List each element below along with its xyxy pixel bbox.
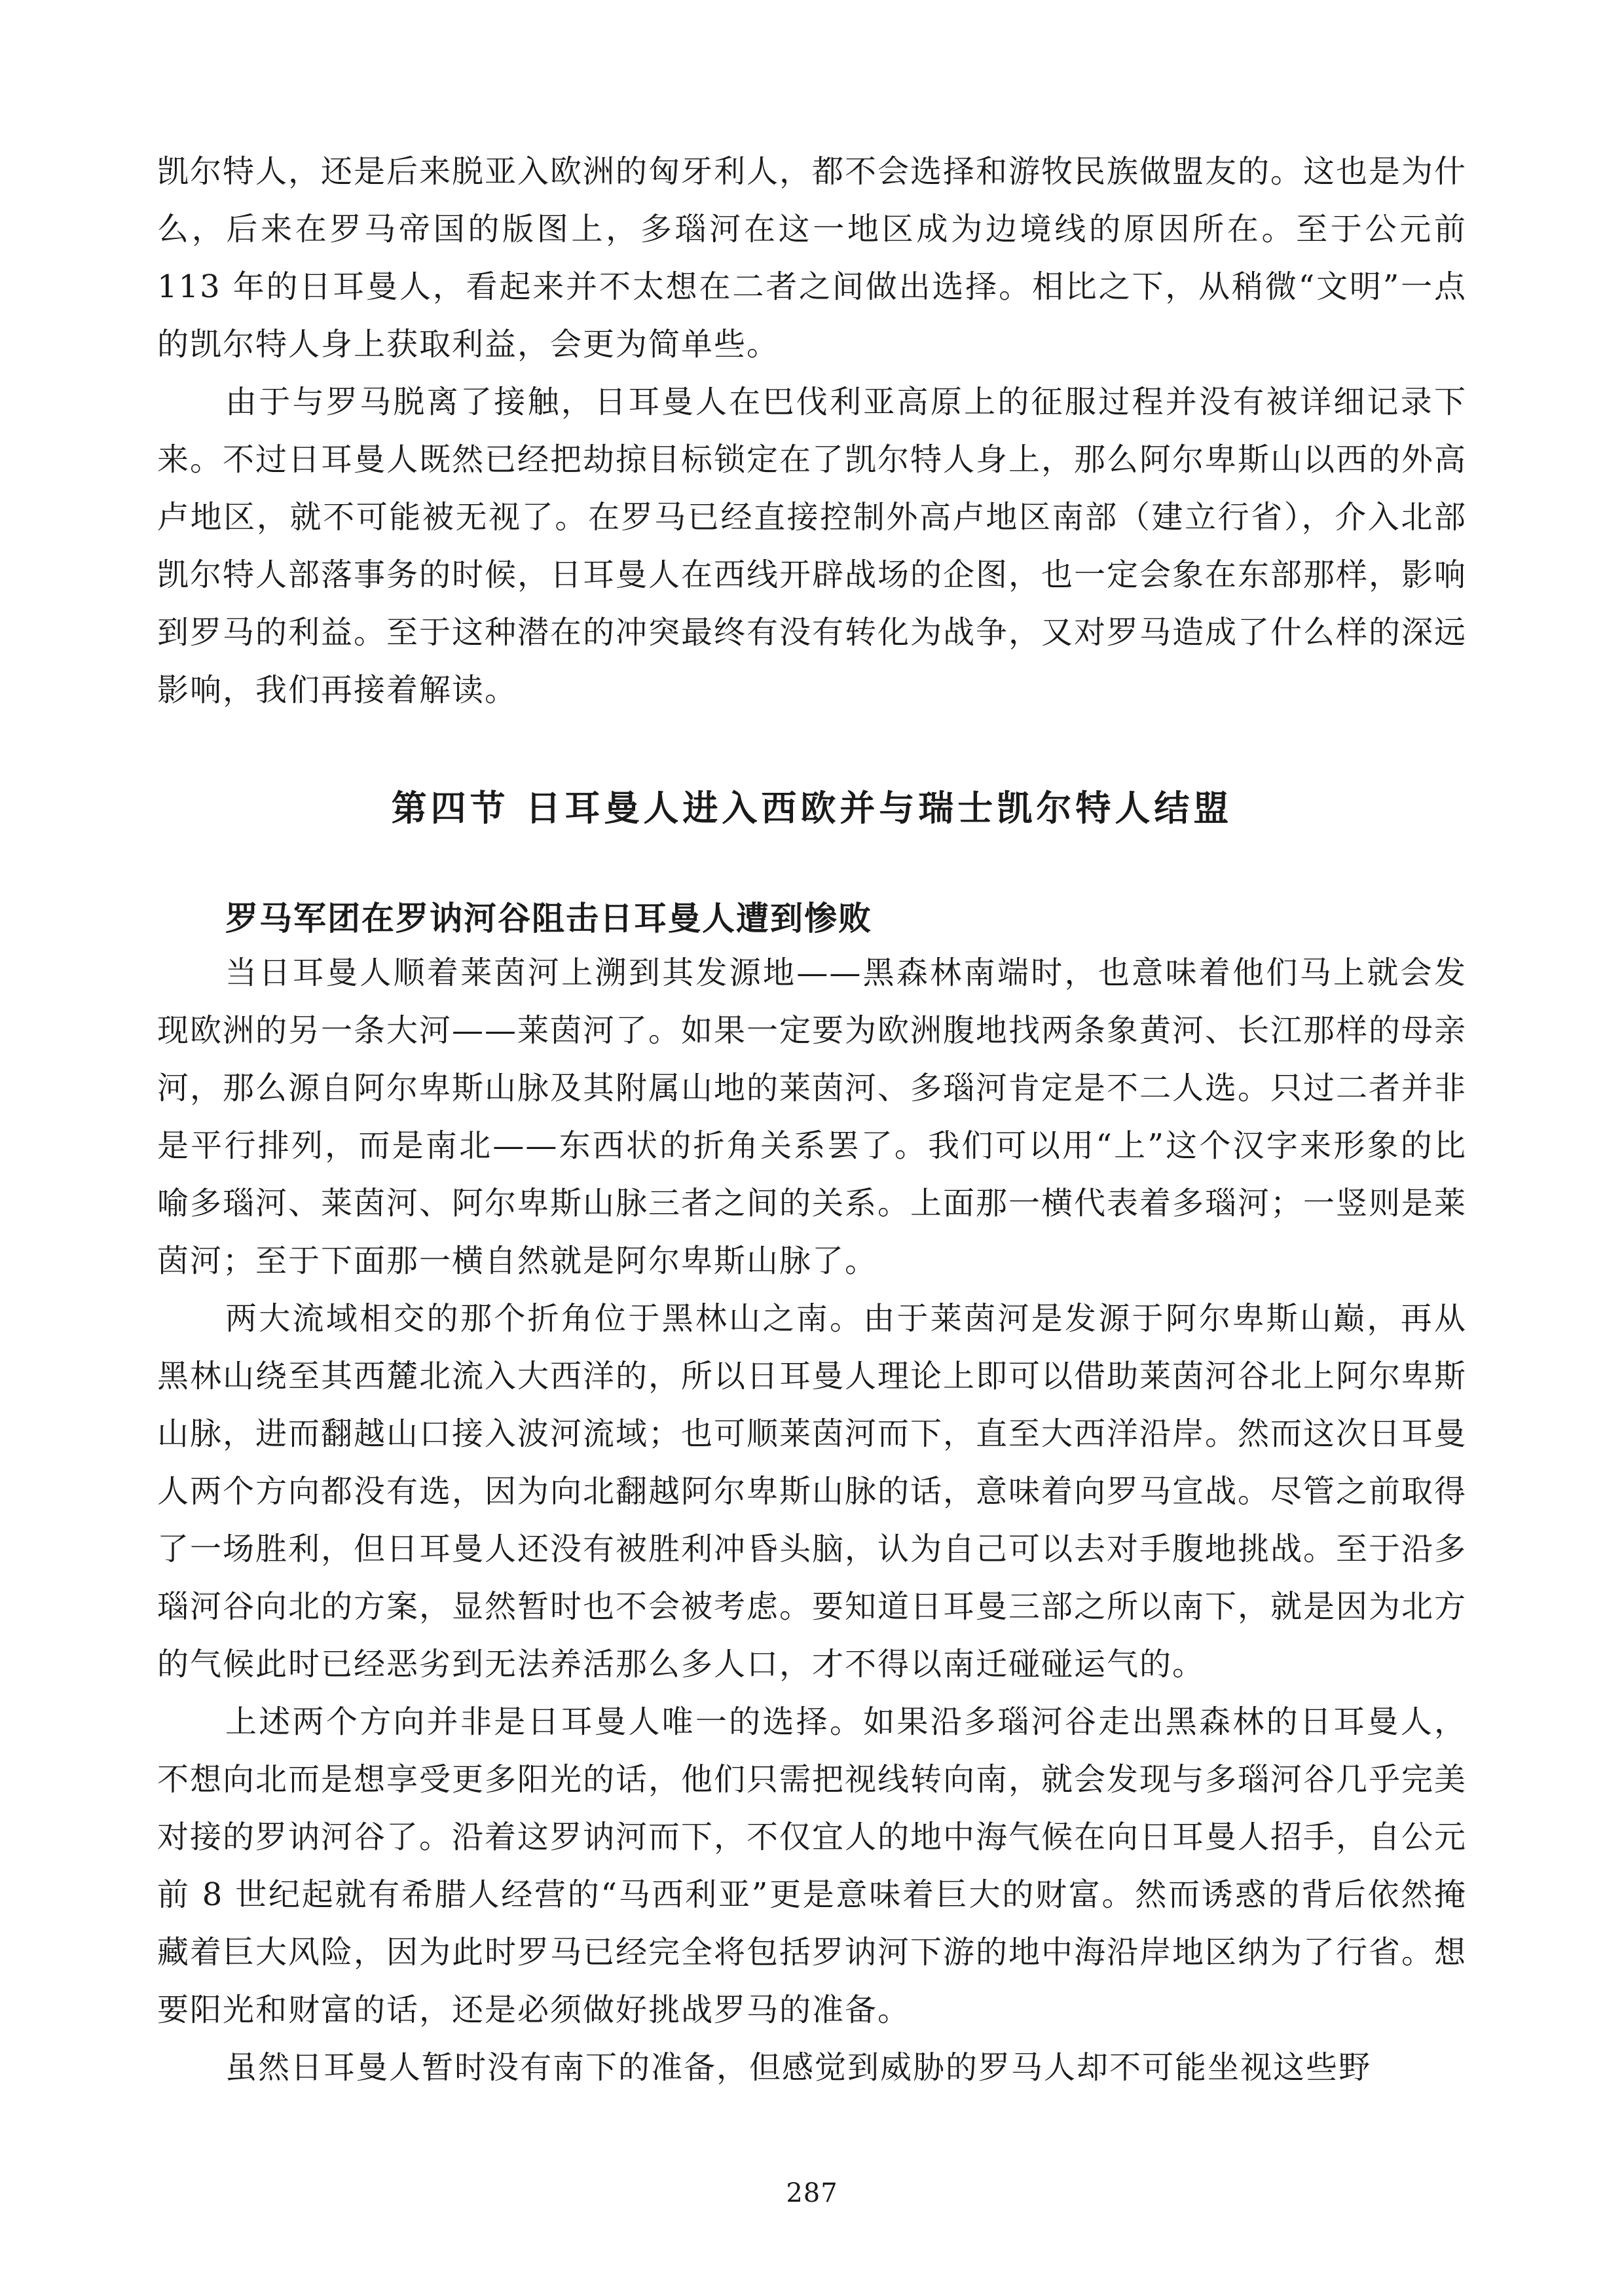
- paragraph: 当日耳曼人顺着莱茵河上溯到其发源地——黑森林南端时，也意味着他们马上就会发现欧洲的另一条大河——莱茵河了。如果一定要为欧洲腹地找两条象黄河、长江那样的母亲河，那么源自阿尔卑斯山脉及其附属山地的莱茵河、多瑙河肯定是不二人选。只过二者并非是平行排列，而是南北——东西状的折角关系罢了。我们可以用“上”这个汉字来形象的比喻多瑙河、莱茵河、阿尔卑斯山脉三者之间的关系。上面那一横代表着多瑙河；一竖则是莱茵河；至于下面那一横自然就是阿尔卑斯山脉了。: [157, 955, 1467, 1279]
- page-number: 287: [786, 2178, 838, 2208]
- section-heading: 第四节 日耳曼人进入西欧并与瑞士凯尔特人结盟: [391, 788, 1233, 829]
- paragraph-continuation: 凯尔特人，还是后来脱亚入欧洲的匈牙利人，都不会选择和游牧民族做盟友的。这也是为什么，后来在罗马帝国的版图上，多瑙河在这一地区成为边境线的原因所在。至于公元前 113 年的日耳曼人，看起来并不太想在二者之间做出选择。相比之下，从稍微“文明”一点的凯尔特人身上获取利益，会更为简单些。: [157, 153, 1467, 363]
- paragraph: 两大流域相交的那个折角位于黑林山之南。由于莱茵河是发源于阿尔卑斯山巅，再从黑林山绕至其西麓北流入大西洋的，所以日耳曼人理论上即可以借助莱茵河谷北上阿尔卑斯山脉，进而翻越山口接入波河流域；也可顺莱茵河而下，直至大西洋沿岸。然而这次日耳曼人两个方向都没有选，因为向北翻越阿尔卑斯山脉的话，意味着向罗马宣战。尽管之前取得了一场胜利，但日耳曼人还没有被胜利冲昏头脑，认为自己可以去对手腹地挑战。至于沿多瑙河谷向北的方案，显然暂时也不会被考虑。要知道日耳曼三部之所以南下，就是因为北方的气候此时已经恶劣到无法养活那么多人口，才不得以南迁碰碰运气的。: [157, 1300, 1467, 1683]
- paragraph: 上述两个方向并非是日耳曼人唯一的选择。如果沿多瑙河谷走出黑森林的日耳曼人，不想向北而是想享受更多阳光的话，他们只需把视线转向南，就会发现与多瑙河谷几乎完美对接的罗讷河谷了。沿着这罗讷河而下，不仅宜人的地中海气候在向日耳曼人招手，自公元前 8 世纪起就有希腊人经营的“马西利亚”更是意味着巨大的财富。然而诱惑的背后依然掩藏着巨大风险，因为此时罗马已经完全将包括罗讷河下游的地中海沿岸地区纳为了行省。想要阳光和财富的话，还是必须做好挑战罗马的准备。: [157, 1704, 1467, 2028]
- paragraph: 由于与罗马脱离了接触，日耳曼人在巴伐利亚高原上的征服过程并没有被详细记录下来。不过日耳曼人既然已经把劫掠目标锁定在了凯尔特人身上，那么阿尔卑斯山以西的外高卢地区，就不可能被无视了。在罗马已经直接控制外高卢地区南部（建立行省），介入北部凯尔特人部落事务的时候，日耳曼人在西线开辟战场的企图，也一定会象在东部那样，影响到罗马的利益。至于这种潜在的冲突最终有没有转化为战争，又对罗马造成了什么样的深远影响，我们再接着解读。: [157, 384, 1467, 708]
- sub-heading: 罗马军团在罗讷河谷阻击日耳曼人遭到惨败: [225, 900, 872, 938]
- top-text-block: [157, 143, 1467, 719]
- body-text-block: [157, 944, 1467, 2096]
- paragraph: 虽然日耳曼人暂时没有南下的准备，但感觉到威胁的罗马人却不可能坐视这些野: [225, 2049, 1372, 2086]
